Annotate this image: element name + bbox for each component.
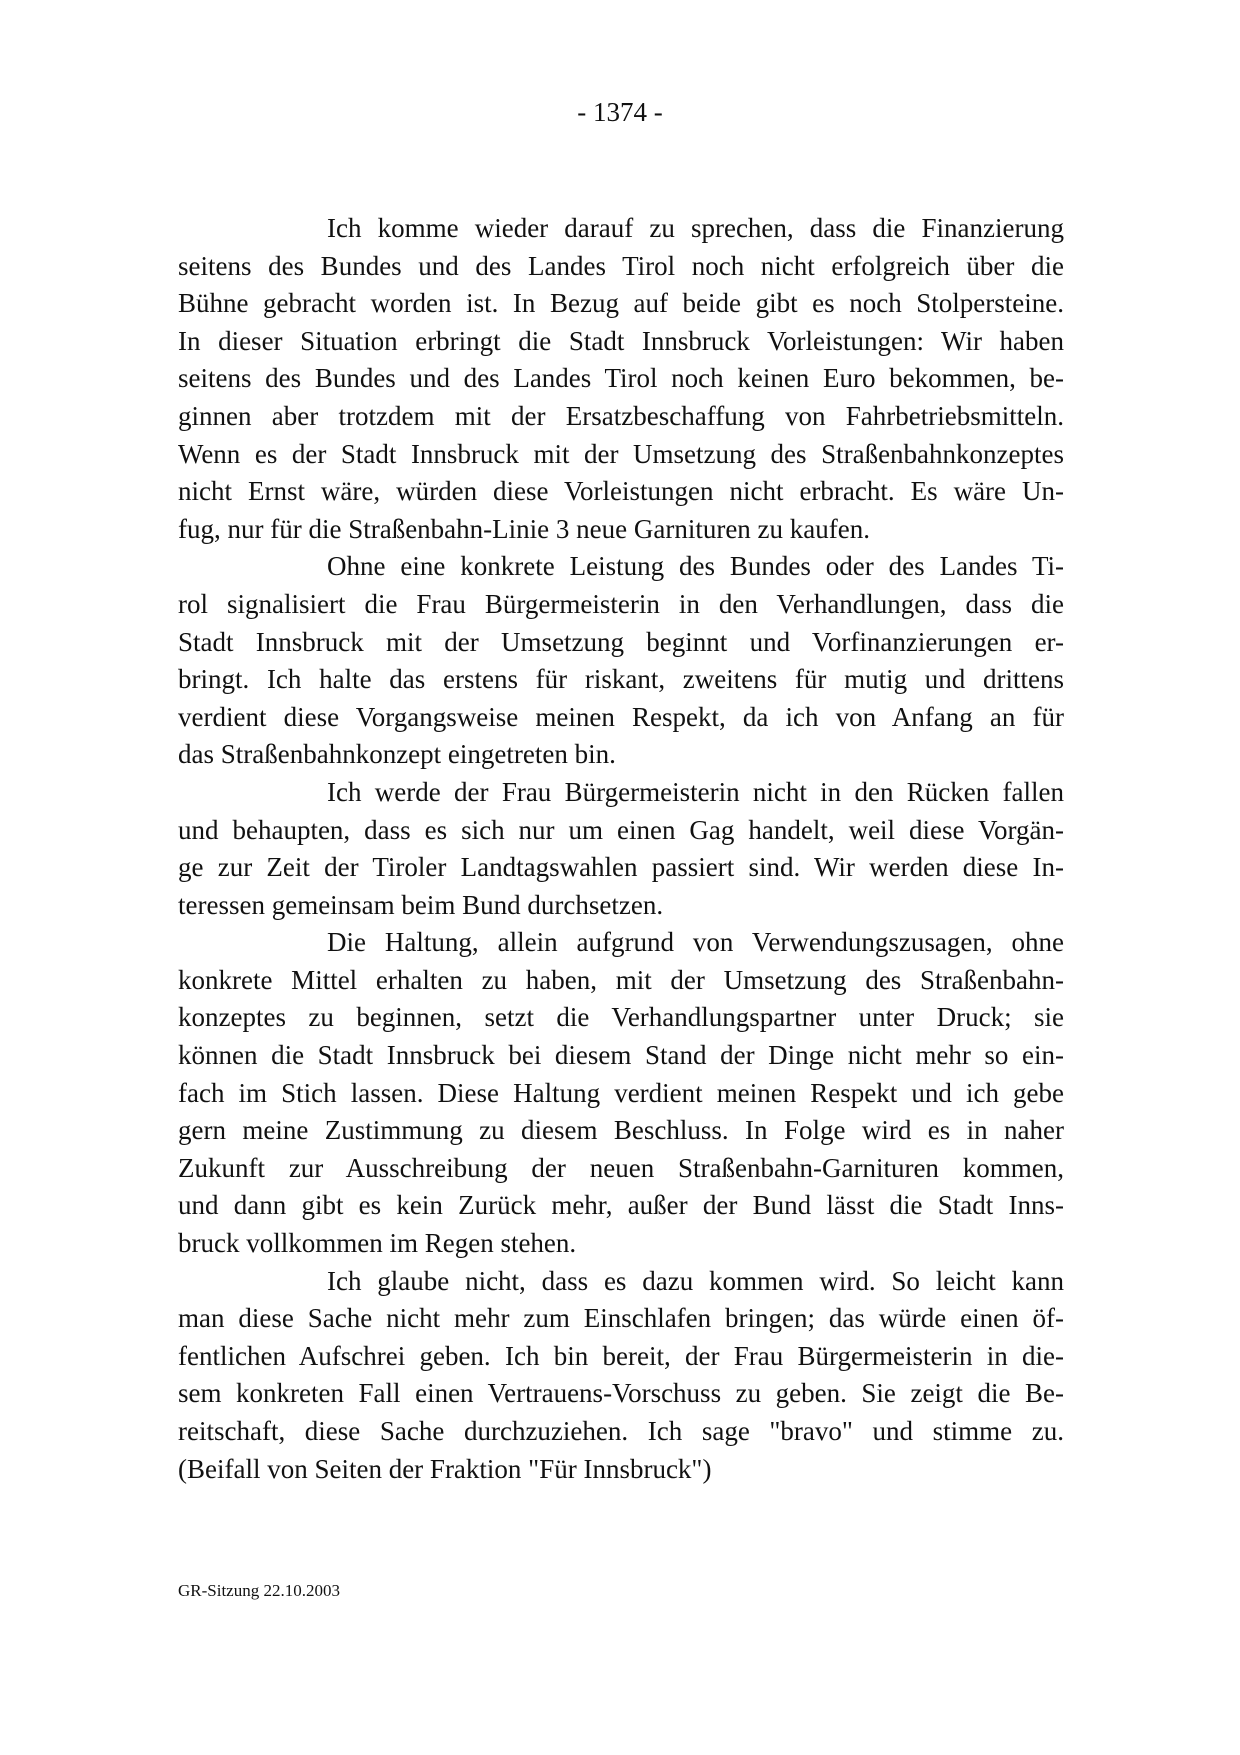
text-line: fach im Stich lassen. Diese Haltung verdient meinen Respekt und ich gebe — [178, 1077, 1064, 1108]
text-line: verdient diese Vorgangsweise meinen Respekt, da ich von Anfang an für — [178, 701, 1064, 732]
text-line: ge zur Zeit der Tiroler Landtagswahlen passiert sind. Wir werden diese In- — [178, 852, 1064, 883]
text-line: können die Stadt Innsbruck bei diesem Stand der Dinge nicht mehr so ein- — [178, 1040, 1064, 1071]
document-body — [178, 210, 1064, 1488]
text-line: gern meine Zustimmung zu diesem Beschluss. In Folge wird es in naher — [178, 1115, 1064, 1146]
text-line: Ich komme wieder darauf zu sprechen, dass die Finanzierung — [327, 213, 1064, 243]
paragraph-3 — [178, 774, 1064, 924]
text-line: In dieser Situation erbringt die Stadt Innsbruck Vorleistungen: Wir haben — [178, 325, 1064, 356]
paragraph-2 — [178, 548, 1064, 774]
text-line: und behaupten, dass es sich nur um einen Gag handelt, weil diese Vorgän- — [178, 814, 1064, 845]
paragraph-4 — [178, 924, 1064, 1262]
text-line: fentlichen Aufschrei geben. Ich bin bereit, der Frau Bürgermeisterin in die- — [178, 1340, 1064, 1371]
text-line: Ich glaube nicht, dass es dazu kommen wird. So leicht kann — [327, 1265, 1064, 1296]
text-line: (Beifall von Seiten der Fraktion "Für Innsbruck") — [178, 1453, 712, 1484]
text-line: seitens des Bundes und des Landes Tirol noch nicht erfolgreich über die — [178, 250, 1064, 281]
text-line: Ich werde der Frau Bürgermeisterin nicht in den Rücken fallen — [327, 776, 1064, 807]
text-line: Die Haltung, allein aufgrund von Verwendungszusagen, ohne — [327, 927, 1064, 958]
text-line: sem konkreten Fall einen Vertrauens-Vorschuss zu geben. Sie zeigt die Be- — [178, 1378, 1064, 1409]
footer-session-date: GR-Sitzung 22.10.2003 — [178, 1581, 340, 1600]
paragraph-5 — [178, 1263, 1064, 1489]
text-line: bringt. Ich halte das erstens für riskant, zweitens für mutig und drittens — [178, 664, 1064, 695]
text-line: rol signalisiert die Frau Bürgermeisterin in den Verhandlungen, dass die — [178, 588, 1064, 619]
text-line: Stadt Innsbruck mit der Umsetzung beginnt und Vorfinanzierungen er- — [178, 626, 1064, 657]
page-number: - 1374 - — [577, 97, 663, 127]
text-line: seitens des Bundes und des Landes Tirol noch keinen Euro bekommen, be- — [178, 363, 1064, 394]
text-line: man diese Sache nicht mehr zum Einschlafen bringen; das würde einen öf- — [178, 1303, 1064, 1334]
text-line: konkrete Mittel erhalten zu haben, mit der Umsetzung des Straßenbahn- — [178, 964, 1064, 995]
text-line: Wenn es der Stadt Innsbruck mit der Umsetzung des Straßenbahnkonzeptes — [178, 438, 1064, 469]
paragraph-1 — [178, 210, 1064, 548]
text-line: fug, nur für die Straßenbahn-Linie 3 neue Garnituren zu kaufen. — [178, 513, 870, 544]
text-line: bruck vollkommen im Regen stehen. — [178, 1228, 577, 1259]
text-line: Zukunft zur Ausschreibung der neuen Straßenbahn-Garnituren kommen, — [178, 1152, 1064, 1183]
text-line: Bühne gebracht worden ist. In Bezug auf beide gibt es noch Stolpersteine. — [178, 288, 1064, 319]
text-line: und dann gibt es kein Zurück mehr, außer der Bund lässt die Stadt Inns- — [178, 1190, 1064, 1221]
text-line: reitschaft, diese Sache durchzuziehen. Ich sage "bravo" und stimme zu. — [178, 1416, 1064, 1446]
text-line: das Straßenbahnkonzept eingetreten bin. — [178, 739, 616, 770]
text-line: konzeptes zu beginnen, setzt die Verhandlungspartner unter Druck; sie — [178, 1002, 1064, 1033]
text-line: nicht Ernst wäre, würden diese Vorleistungen nicht erbracht. Es wäre Un- — [178, 476, 1064, 507]
text-line: Ohne eine konkrete Leistung des Bundes oder des Landes Ti- — [327, 551, 1064, 582]
text-line: teressen gemeinsam beim Bund durchsetzen. — [178, 889, 664, 920]
text-line: ginnen aber trotzdem mit der Ersatzbeschaffung von Fahrbetriebsmitteln. — [178, 400, 1064, 431]
